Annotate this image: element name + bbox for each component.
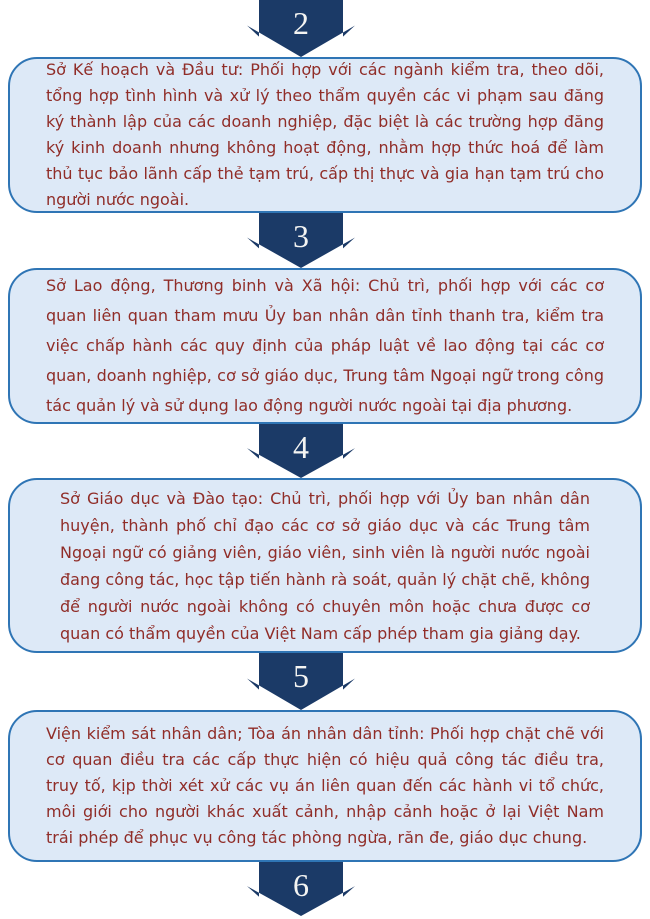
box-text-so-lao-dong-thuong-binh-xa-hoi: Sở Lao động, Thương binh và Xã hội: Chủ trì, phối hợp với các cơ quan liên quan tham mưu Ủy ban nhân dân tỉnh thanh tra, kiểm tra việc chấp hành các quy định của pháp luật về lao động tại các cơ quan, doanh nghiệp, cơ sở giáo dục, Trung tâm Ngoại ngữ trong công tác quản lý và sử dụng lao động người nước ngoài tại địa phương.: [46, 276, 604, 415]
box-text-so-giao-duc-va-dao-tao: Sở Giáo dục và Đào tạo: Chủ trì, phối hợp với Ủy ban nhân dân huyện, thành phố chỉ đạo các cơ sở giáo dục và các Trung tâm Ngoại ngữ có giảng viên, giáo viên, sinh viên là người nước ngoài đang công tác, học tập tiến hành rà soát, quản lý chặt chẽ, không để người nước ngoài không có chuyên môn hoặc chưa được cơ quan có thẩm quyền của Việt Nam cấp phép tham gia giảng dạy.: [60, 488, 590, 643]
down-arrow-icon: [246, 424, 356, 478]
down-arrow-icon: [246, 653, 356, 710]
box-vien-kiem-sat-toa-an: [8, 710, 642, 862]
flow-connector-4: [246, 424, 356, 478]
box-text-vien-kiem-sat-toa-an: Viện kiểm sát nhân dân; Tòa án nhân dân tỉnh: Phối hợp chặt chẽ với cơ quan điều tra các cấp thực hiện có hiệu quả công tác điều tra, truy tố, kịp thời xét xử các vụ án liên quan đến các hành vi tổ chức, môi giới cho người khác xuất cảnh, nhập cảnh hoặc ở lại Việt Nam trái phép để phục vụ công tác phòng ngừa, răn đe, giáo dục chung.: [46, 724, 604, 847]
step-number-2: 2: [293, 5, 309, 41]
step-number-5: 5: [293, 658, 309, 694]
step-number-3: 3: [293, 218, 309, 254]
flow-connector-6: [246, 862, 356, 916]
box-so-lao-dong-thuong-binh-xa-hoi: [8, 268, 642, 424]
flow-connector-3: [246, 213, 356, 268]
flow-connector-2: [246, 0, 356, 57]
flow-connector-5: [246, 653, 356, 710]
down-arrow-icon: [246, 213, 356, 268]
down-arrow-icon: [246, 862, 356, 916]
down-arrow-icon: [246, 0, 356, 57]
step-number-6: 6: [293, 867, 309, 903]
box-text-so-ke-hoach-va-dau-tu: Sở Kế hoạch và Đầu tư: Phối hợp với các ngành kiểm tra, theo dõi, tổng hợp tình hình và xử lý theo thẩm quyền các vi phạm sau đăng ký thành lập của các doanh nghiệp, đặc biệt là các trường hợp đăng ký kinh doanh nhưng không hoạt động, nhằm hợp thức hoá để làm thủ tục bảo lãnh cấp thẻ tạm trú, cấp thị thực và gia hạn tạm trú cho người nước ngoài.: [46, 60, 604, 209]
box-so-ke-hoach-va-dau-tu: [8, 57, 642, 213]
box-so-giao-duc-va-dao-tao: [8, 478, 642, 653]
step-number-4: 4: [293, 429, 309, 465]
